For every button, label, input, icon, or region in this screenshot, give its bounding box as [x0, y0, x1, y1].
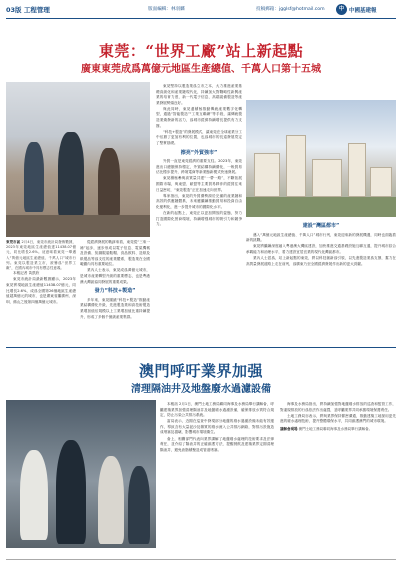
photo-figure [98, 148, 120, 218]
story-divider [6, 347, 396, 348]
photo-ground [6, 215, 150, 237]
photo-building [348, 143, 366, 197]
caption-lead: 東莞市區 [6, 240, 21, 244]
story1-subhead-trade: 擦亮“外貿強市” [180, 149, 218, 156]
story1-paragraph: 業內人士表示，東莞成爲萬億元城市，是城市產業轉型升級的重要標志，也是粵港澳大灣區協同發展的重要成果。 [80, 268, 150, 284]
story1-subhead-tech: 發力“科技+製造” [94, 288, 136, 295]
story2-title: 澳門呼吁業界加强 [138, 362, 263, 380]
story1-subhead-bay: 建設“灣區都市” [302, 223, 340, 229]
photo-figure [24, 142, 44, 212]
photo-figure [58, 132, 84, 218]
story1-title: 東莞：“世界工廠”站上新起點 [98, 42, 304, 60]
story1-paragraph: 東莞市統計局最新數據顯示，2023年東莞實現地區生產總值11438.07億元，同比增長2.6%，成爲全國第26個地區生產總值超萬億元的城市，也是廣東省繼廣州、深圳、佛山之後第四個萬億元城市。 [6, 277, 76, 304]
section-name: 工程管理 [23, 6, 50, 14]
photo-building [286, 135, 306, 197]
story1-paragraph: 本報記者 黃凱欣 [13, 271, 40, 276]
story1-paragraph: 從經濟發展的軌跡來看，東莞從“三來一補”起步，逐步形成以電子信息、電氣機械及設備、紡織服裝鞋帽、食品飲料、造紙及紙製品等爲支柱的產業體系，製造業在全國範圍內具有重要地位。 [80, 240, 150, 267]
story1-paragraph: 多年來，東莞圍繞“科技+製造”推動產業結構優化升級，先進製造業和高技術製造業增加值佔規模以上工業增加值比重持續提升，形成了多個千億級產業集群。 [80, 297, 150, 319]
editor-credit: 版面編輯：林羽麟 [148, 7, 185, 12]
page-section-label [6, 5, 50, 14]
story2-photo-caption: 講解會現場 澳門土地工務局聯同海事及水務局舉行講解會。 [280, 426, 373, 431]
header-rule [6, 18, 396, 19]
page-number: 03版 [6, 6, 22, 14]
dongguan-skyline-photo [246, 100, 396, 217]
photo-figure [128, 466, 150, 544]
story1-photo-caption: 東莞市區 2月4日，東莞市統計局發佈數據，2023年東莞地區生產總值達11438.07億元，同比增長2.6%。這意味着東莞一舉邁入“萬億元地區生產總值、千萬人口”城市行列。東莞以製造業立市，被譽爲“世界工廠”，在國內城市中具有標志性意義。 [6, 240, 76, 271]
photo-figure [98, 456, 124, 544]
story2-column-1: 本報訊 2月1日，澳門土地工務局聯同海事及水務局舉行講解會，呼籲建築業界加強清理隔油井及地盤廢水過濾設備，確保排放水質符合規定，防止污染公共排污系統。 當局表示，近期在巡查中發現部分地盤的廢水過濾設備未能有效運作，導致含有大量泥沙及雜質的廢水流入公共排污網絡，對排污設施造成堵塞及損壞，影響城市環境衛生。 會上，相關部門代表向業界講解了地盤廢水處理的技術要求及法律責任，並介紹了隔油井的正確維護方法，提醒餐飲及建築業界定期清理隔油井，避免油脂積聚造成管道堵塞。 [160, 402, 274, 452]
story1-subtitle: 廣東東莞成爲萬億元地區生產總值、千萬人口第十五城 [81, 64, 321, 75]
macau-briefing-photo [6, 400, 156, 548]
story2-subtitle: 清理隔油井及地盤廢水過濾設備 [131, 384, 271, 395]
submission-email: 投稿郵箱：jgglsf@hotmail.com [256, 7, 325, 12]
photo-figure [20, 450, 48, 540]
dongguan-city-photo [6, 82, 150, 237]
logo-text: 中國基建報 [349, 7, 377, 14]
photo-figure [56, 440, 86, 544]
photo-building [254, 153, 280, 197]
footer-rule [6, 559, 396, 560]
story1-column-1 [6, 240, 76, 344]
story1-column-3: 建設“灣區都市” 邁入“萬億元地區生產總值、千萬人口”城市行列，東莞迎來新的發展機遇，同時也面臨着新的挑戰。 東莞將繼續深度融入粵港澳大灣區建設，加快推進交通基礎設施互聯互通，提升城市綜合承載能力和治理水平，着力建設宜居宜業的現代化灣區都市。 業內人士認爲，站上新起點的東莞，將以科技創新爲引領，以先進製造業爲支撐，奮力在高質量發展道路上走在前列，爲廣東乃至全國經濟發展作出新的更大貢獻。 [246, 223, 396, 266]
story1-column-2: 東莞堅持以製造業爲立市之本，大力推進產業基礎高級化和產業鏈現代化，持續加大對戰略性新興產業的培育力度，新一代電子信息、高端裝備製造等產業發展勢頭良好。 與此同時，東莞還積極推動傳統產業數字化轉型，通過“智能製造”“工業互聯網”等手段，讓傳統製造業煥發新的活力，爲城市經濟持續增長提供有力支撐。 “科技+製造”的發展模式，讓東莞在全球產業分工中佔據了更加有利的位置，也爲城市的長遠發展奠定了堅實基礎。 擦亮“外貿強市” 外貿一直是東莞經濟的重要支柱。2023年，東莞進出口總額保持穩定，外貿結構持續優化，一般貿易佔比穩步提升，跨境電商等新業態新模式快速發展。 東莞積極參與高質量共建“一帶一路”，不斷拓展國際市場，與東盟、歐盟等主要貿易夥伴的經貿往來日益密切，“東莞製造”正在加速走向世界。 專家指出，東莞的外貿優勢源於完備的產業鏈和高效的供應鏈體系，未來應繼續推動貿易和投資自由化便利化，進一步提升城市的國際化水平。 在新的起點上，東莞正以更加開放的姿態，努力打造國際化營商環境，持續增強城市的吸引力和競爭力。 [156, 84, 242, 227]
newspaper-logo [336, 3, 396, 16]
photo-building [370, 167, 392, 197]
photo-building [312, 159, 342, 197]
page-header [0, 0, 402, 20]
story2-column-2: 海事及水務局指出，將持續加強對地盤廢水排放的巡查和監管工作，對違規排放的行爲依法作出處罰，並呼籲業界共同承擔環境保護責任。 土地工務局亦表示，將與業界保持緊密溝通，推動建築工地採用更先進的廢水處理技術，提升整體環保水平，共同維護澳門的城市環境。 講解會現場 澳門土地工務局聯同海事及水務局舉行講解會。 [280, 402, 396, 431]
logo-icon: 中 [336, 4, 347, 15]
photo-greenery [246, 197, 396, 217]
story1-column-1b [80, 240, 150, 344]
